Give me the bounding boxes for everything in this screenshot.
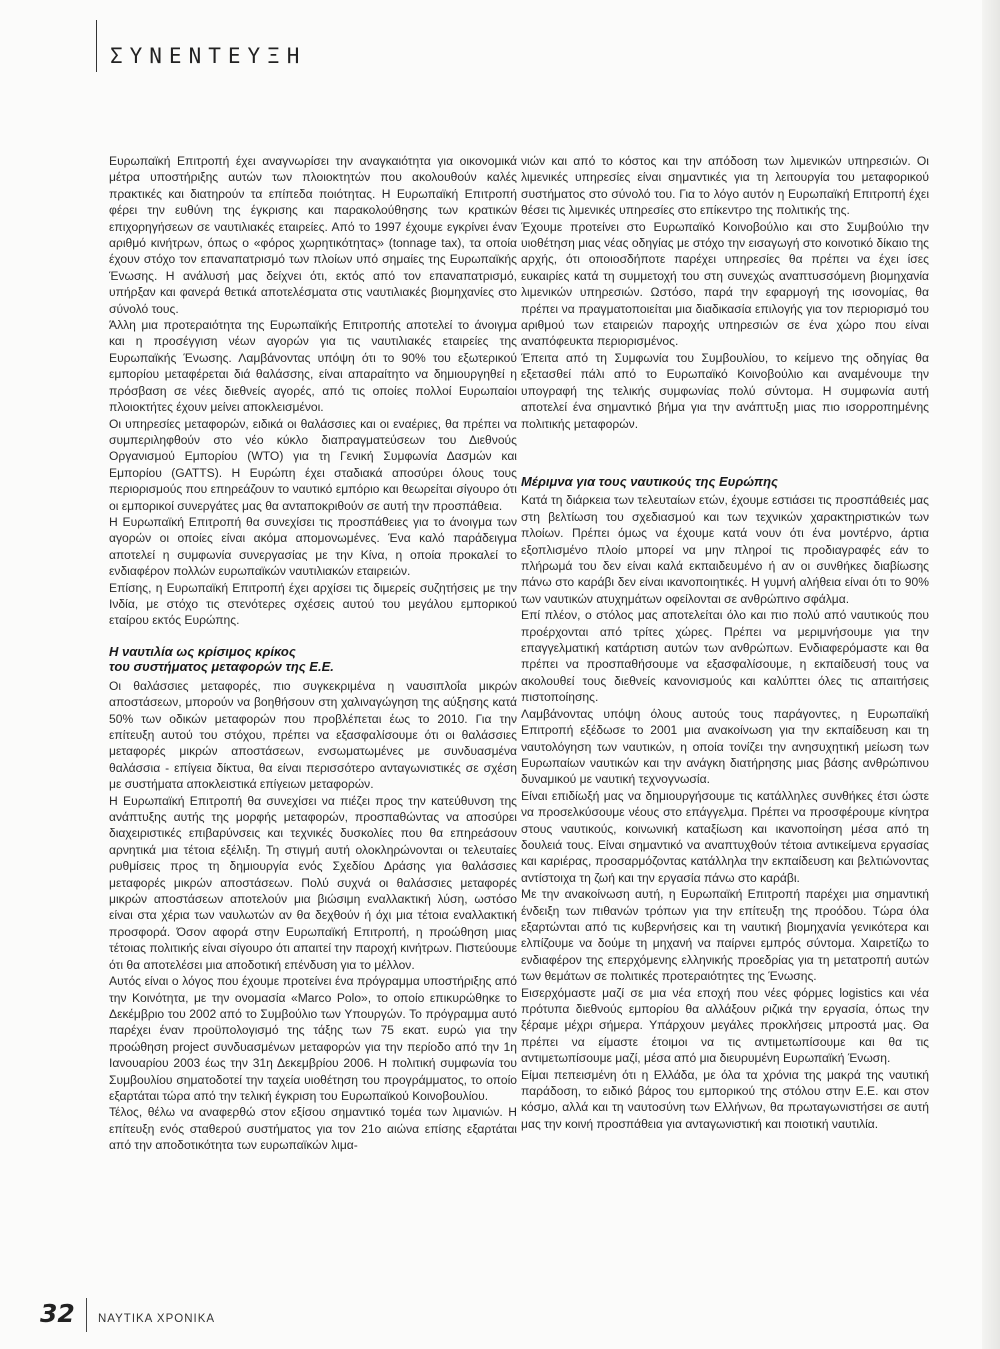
paragraph: Επίσης, η Ευρωπαϊκή Επιτροπή έχει αρχίσει τις διμερείς συζητήσεις με την Ινδία, με στόχο τις στενότερες σχέσεις αυτού του μεγάλου εμπορικού εταίρου εκτός Ευρώπης.	[109, 580, 517, 628]
section-rule	[96, 20, 97, 72]
footer-rule	[86, 1298, 87, 1332]
paragraph: Κατά τη διάρκεια των τελευταίων ετών, έχουμε εστιάσει τις προσπάθειές μας στη βελτίωση του σχεδιασμού και των τεχνικών χαρακτηριστικών των πλοίων. Πρέπει όμως να έχουμε κατά νουν ότι ένα μοντέρνο, άρτια εξοπλισμένο πλοίο μπορεί να μην πληροί τις προδιαγραφές εάν το πλήρωμά του δεν είναι καλά εκπαιδευμένο ή αν οι συνθήκες διαβίωσης πάνω στο καράβι δεν είναι ικανοποιητικές. Η γυμνή αλήθεια είναι ότι το 90% των ναυτικών ατυχημάτων οφείλονται σε ανθρώπινο σφάλμα.	[521, 493, 929, 606]
paragraph: Τέλος, θέλω να αναφερθώ στον εξίσου σημαντικό τομέα των λιμανιών. Η επίτευξη ενός σταθερού συστήματος για τον 21ο αιώνα επίσης εξαρτάται από την αποδοτικότητα των ευρωπαϊκών λιμα-	[109, 1105, 517, 1153]
page-number: 32	[40, 1299, 75, 1328]
paragraph: Έπειτα από τη Συμφωνία του Συμβουλίου, το κείμενο της οδηγίας θα εξετασθεί πάλι από το Ευρωπαϊκό Κοινοβούλιο και αναμένουμε την υπογραφή της τελικής συμφωνίας πολύ σύντομα. Η συμφωνία αυτή αποτελεί ένα σημαντικό βήμα για την ανάπτυξη μιας πιο ισορροπημένης πολιτικής μεταφορών.	[521, 350, 929, 431]
paragraph: Ευρωπαϊκή Επιτροπή έχει αναγνωρίσει την αναγκαιότητα για οικονομικά μέτρα υποστήριξης αυτών των πλοιοκτητών που ακολουθούν καλές πρακτικές και διατηρούν τα επίπεδα ποιότητας. Η Ευρωπαϊκή Επιτροπή φέρει την ευθύνη της έγκρισης και παρακολούθησης των κρατικών επιχορηγήσεων σε ναυτιλιακές εταιρείες. Από το 1997 έχουμε εγκρίνει έναν αριθμό κινήτρων, όπως ο «φόρος χωρητικότητας» (tonnage tax), τα οποία έχουν στόχο τον επαναπατρισμό των πλοίων υπό σημαίες της Ευρωπαϊκής Ένωσης. Η ανάλυσή μας δείχνει ότι, εκτός από τον επαναπατρισμό, υπήρξαν και φανερά θετικά αποτελέσματα στις ναυτιλιακές βιομηχανίες στο σύνολό τους.	[109, 154, 517, 316]
paragraph: Άλλη μια προτεραιότητα της Ευρωπαϊκής Επιτροπής αποτελεί το άνοιγμα και η προσέγγιση νέων αγορών για τις ναυτιλιακές εταιρείες της Ευρωπαϊκής Ένωσης. Λαμβάνοντας υπόψη ότι το 90% του εξωτερικού εμπορίου μεταφέρεται διά θαλάσσης, είναι απαραίτητο να δημιουργηθεί η πρόσβαση σε νέες διεθνείς αγορές, από τις οποίες πολλοί Ευρωπαίοι πλοιοκτήτες έχουν μείνει αποκλεισμένοι.	[109, 318, 517, 415]
paragraph: Η Ευρωπαϊκή Επιτροπή θα συνεχίσει τις προσπάθειες για το άνοιγμα των αγορών οι οποίες είναι ακόμα απομονωμένες. Ένα καλό παράδειγμα αποτελεί η συμφωνία συνεργασίας με την Κίνα, η οποία προκαλεί το ενδιαφέρον πολλών ευρωπαϊκών ναυτιλιακών εταιρειών.	[109, 514, 517, 579]
right-column	[521, 153, 929, 1273]
paragraph: Οι υπηρεσίες μεταφορών, ειδικά οι θαλάσσιες και οι εναέριες, θα πρέπει να συμπεριληφθούν στο νέο κύκλο διαπραγματεύσεων του Διεθνούς Οργανισμού Εμπορίου (WTO) για τη Γενική Συμφωνία Δασμών και Εμπορίου (GATTS). Η Ευρώπη έχει σταδιακά αποσύρει όλους τους περιορισμούς που επηρεάζουν το ναυτικό εμπόριο και θεωρείται σίγουρο ότι οι εμπορικοί συνεργάτες μας θα ανταποκριθούν σε αυτή την προσπάθεια.	[109, 416, 517, 513]
paragraph: Είμαι πεπεισμένη ότι η Ελλάδα, με όλα τα χρόνια της μακρά της ναυτική παράδοση, το ειδικό βάρος του εμπορικού της στόλου στην Ε.Ε. και στον κόσμο, αλλά και τη ναυτοσύνη των Ελλήνων, θα πρωταγωνιστήσει σε αυτή μας την κοινή προσπάθεια για ανταγωνιστική και ποιοτική ναυτιλία.	[521, 1067, 929, 1131]
paragraph: Εισερχόμαστε μαζί σε μια νέα εποχή που νέες φόρμες logistics και νέα πρότυπα διεθνούς εμπορίου θα αλλάξουν ριζικά την εργασία, όπως την ξέραμε μέχρι σήμερα. Υπάρχουν μεγάλες προκλήσεις μπροστά μας. Θα πρέπει να είμαστε έτοιμοι να τις αντιμετωπίσουμε και θα τις αντιμετωπίσουμε μαζί, μέσα από μια διευρυμένη Ευρωπαϊκή Ένωση.	[521, 985, 929, 1066]
section-heading: Μέριμνα για τους ναυτικούς της Ευρώπης	[521, 473, 778, 489]
section-heading-line-2: του συστήματος μεταφορών της Ε.Ε.	[109, 659, 334, 675]
paragraph: Η Ευρωπαϊκή Επιτροπή θα συνεχίσει να πιέζει προς την κατεύθυνση της ανάπτυξης αυτής της μορφής μεταφορών, προσπαθώντας να αποσύρει διαχειριστικές επιβαρύνσεις και τεχνικές δυσκολίες που θα επηρεάσουν αρνητικά μια τέτοια εξέλιξη. Τη στιγμή αυτή ολοκληρώνονται οι τελευταίες ρυθμίσεις προς τη δημιουργία ενός Σχεδίου Δράσης για θαλάσσιες μεταφορές μικρών αποστάσεων. Πολύ συχνά οι θαλάσσιες μεταφορές μικρών αποστάσεων αποτελούν μια βιώσιμη εναλλακτική λύση, ωστόσο είναι στα χέρια των ναυλωτών αν θα δεχθούν ή όχι μια τέτοια εναλλακτική προσφορά. Όσον αφορά στην Ευρωπαϊκή Επιτροπή, η προώθηση μιας τέτοιας πολιτικής είναι σίγουρο ότι απαιτεί την παροχή κινήτρων. Πιστεύουμε ότι θα αποτελέσει μια αποδοτική επένδυση για το μέλλον.	[109, 793, 517, 972]
section-title: ΣΥΝΕΝΤΕΥΞΗ	[110, 44, 307, 68]
left-column	[109, 153, 517, 1273]
paragraph: Οι θαλάσσιες μεταφορές, πιο συγκεκριμένα η ναυσιπλοΐα μικρών αποστάσεων, μπορούν να βοηθήσουν στη χαλιναγώγηση της αύξησης κατά 50% των οδικών μεταφορών που προβλέπεται έως το 2010. Για την επίτευξη αυτού του στόχου, πρέπει να εξασφαλίσουμε ότι οι θαλάσσιες μεταφορές μικρών αποστάσεων, ενσωματωμένες με συνδυασμένα θαλάσσια - επίγεια δίκτυα, θα είναι περισσότερο ανταγωνιστικές σε σχέση με συστήματα αποκλειστικά επίγειων μεταφορών.	[109, 678, 517, 792]
page-edge-shadow	[982, 0, 1000, 1349]
paragraph: Με την ανακοίνωση αυτή, η Ευρωπαϊκή Επιτροπή παρέχει μια σημαντική ένδειξη των πιθανών τρόπων για την επίτευξη της προόδου. Τώρα όλα εξαρτώνται από τις κυβερνήσεις και τη ναυτική βιομηχανία γενικότερα και ελπίζουμε να δούμε τη μηχανή να παίρνει εμπρός σύντομα. Χαιρετίζω το ενδιαφέρον της επερχόμενης ελληνικής προεδρίας για τη μετατροπή αυτών των θεμάτων σε πολιτικές προτεραιότητες της Ένωσης.	[521, 887, 929, 984]
publication-name: ΝΑΥΤΙΚΑ ΧΡΟΝΙΚΑ	[98, 1313, 216, 1325]
paragraph: Λαμβάνοντας υπόψη όλους αυτούς τους παράγοντες, η Ευρωπαϊκή Επιτροπή εξέδωσε το 2001 μια ανακοίνωση για την εκπαίδευση και τη ναυτολόγηση των ναυτικών, η οποία τονίζει την ανησυχητική μείωση των Ευρωπαίων ναυτικών και την ανάγκη διατήρησης μιας βάσης ανθρώπινου δυναμικού με ναυτική τεχνογνωσία.	[521, 706, 929, 787]
paragraph: Έχουμε προτείνει στο Ευρωπαϊκό Κοινοβούλιο και στο Συμβούλιο την υιοθέτηση μιας νέας οδηγίας με στόχο την εισαγωγή στο κοινοτικό δίκαιο της αρχής, ότι οποιοσδήποτε παρέχει υπηρεσίες θα πρέπει να έχει ίσες ευκαιρίες κατά τη συμμετοχή του στη συνεχώς αναπτυσσόμενη βιομηχανία λιμενικών υπηρεσιών. Ωστόσο, παρά την εφαρμογή της ισονομίας, θα πρέπει να πραγματοποιείται μια διαδικασία επιλογής για τον περιορισμό του αριθμού των εταιρειών παροχής υπηρεσιών σε ένα χώρο που είναι αναπόφευκτα περιορισμένος.	[521, 219, 929, 349]
paragraph: Αυτός είναι ο λόγος που έχουμε προτείνει ένα πρόγραμμα υποστήριξης από την Κοινότητα, με την ονομασία «Marco Polo», το οποίο επικυρώθηκε το Δεκέμβριο του 2002 από το Συμβούλιο των Υπουργών. Το πρόγραμμα αυτό παρέχει έναν προϋπολογισμό της τάξης των 75 εκατ. ευρώ για την προώθηση project συνδυασμένων μεταφορών για την περίοδο από την 1η Ιανουαρίου 2003 έως την 31η Δεκεμβρίου 2006. Η πολιτική συμφωνία του Συμβουλίου σηματοδοτεί την ταχεία υιοθέτηση του προγράμματος, το οποίο εξαρτάται τώρα από την τελική έγκριση του Ευρωπαϊκού Κοινοβουλίου.	[109, 974, 517, 1103]
paragraph: νιών και από το κόστος και την απόδοση των λιμενικών υπηρεσιών. Οι λιμενικές υπηρεσίες είναι σημαντικές για τη λειτουργία του μεταφορικού συστήματος στο σύνολό του. Για το λόγο αυτόν η Ευρωπαϊκή Επιτροπή έχει θέσει τις λιμενικές υπηρεσίες στο επίκεντρο της πολιτικής της.	[521, 154, 929, 218]
section-heading-line-1: Η ναυτιλία ως κρίσιμος κρίκος	[109, 643, 296, 659]
paragraph: Είναι επιδίωξή μας να δημιουργήσουμε τις κατάλληλες συνθήκες έτσι ώστε να προσελκύσουμε νέους στο επάγγελμα. Πρέπει να προσφέρουμε κίνητρα στους ναυτικούς, κοινωνική καταξίωση και ικανοποίηση μέσα από τη δουλειά τους. Είναι σημαντικό να αναπτυχθούν τέτοια αντικείμενα εργασίας και καριέρας, προσαρμόζοντας κατάλληλα την εκπαίδευση και βελτιώνοντας αντίστοιχα τη ζωή και την εργασία πάνω στο καράβι.	[521, 788, 929, 885]
section-heading	[109, 644, 517, 675]
paragraph: Επί πλέον, ο στόλος μας αποτελείται όλο και πιο πολύ από ναυτικούς που προέρχονται από τρίτες χώρες. Πρέπει να μεριμνήσουμε για την επαγγελματική κατάρτιση αυτών των ανθρώπων. Ενδιαφερόμαστε και θα πρέπει να προσπαθήσουμε να εξασφαλίσουμε, η εκπαίδευσή τους να ακολουθεί τους διεθνείς κανονισμούς και καλύπτει όλες τις απαιτήσεις πιστοποίησης.	[521, 608, 929, 705]
